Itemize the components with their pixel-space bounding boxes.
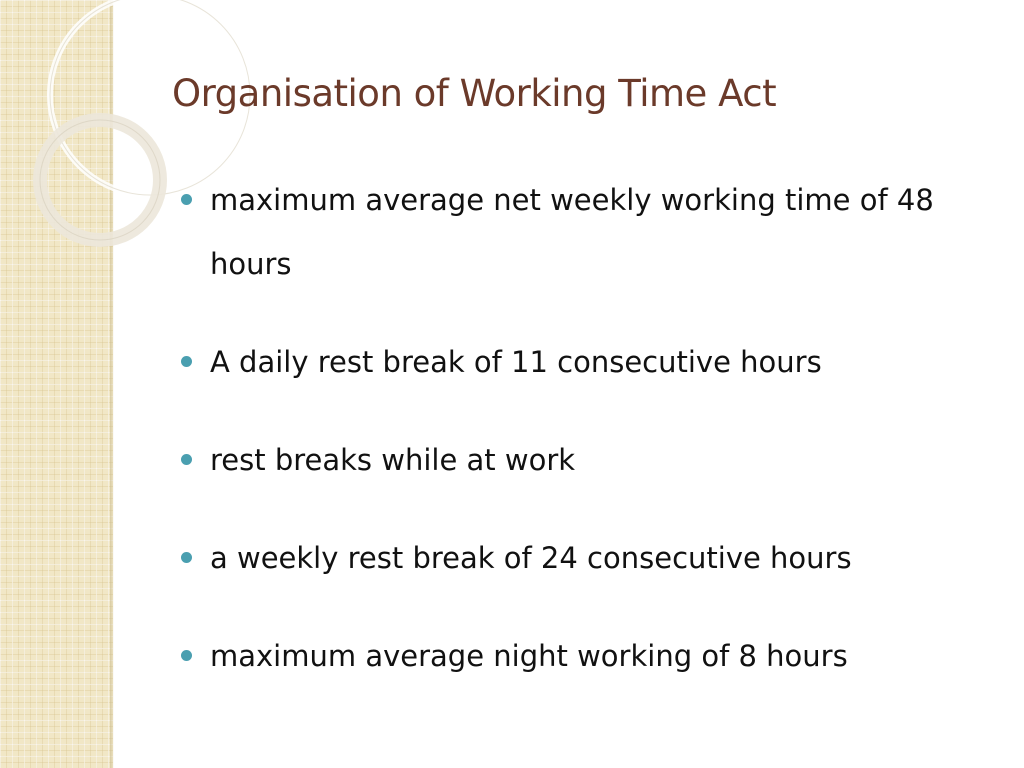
bullet-text: A daily rest break of 11 consecutive hours xyxy=(210,345,822,379)
bullet-item xyxy=(180,624,990,688)
bullet-dot-icon xyxy=(181,650,192,661)
bullet-list xyxy=(180,168,990,688)
bullet-text: a weekly rest break of 24 consecutive hours xyxy=(210,541,852,575)
bullet-text: maximum average net weekly working time of 48 hours xyxy=(210,183,934,281)
bullet-item xyxy=(180,330,990,394)
bullet-text: rest breaks while at work xyxy=(210,443,576,477)
slide-title: Organisation of Working Time Act xyxy=(172,72,777,115)
bullet-text: maximum average night working of 8 hours xyxy=(210,639,848,673)
bullet-item xyxy=(180,428,990,492)
bullet-dot-icon xyxy=(181,552,192,563)
bullet-dot-icon xyxy=(181,356,192,367)
bullet-item xyxy=(180,526,990,590)
bullet-dot-icon xyxy=(181,194,192,205)
bullet-item xyxy=(180,168,990,296)
bullet-dot-icon xyxy=(181,454,192,465)
